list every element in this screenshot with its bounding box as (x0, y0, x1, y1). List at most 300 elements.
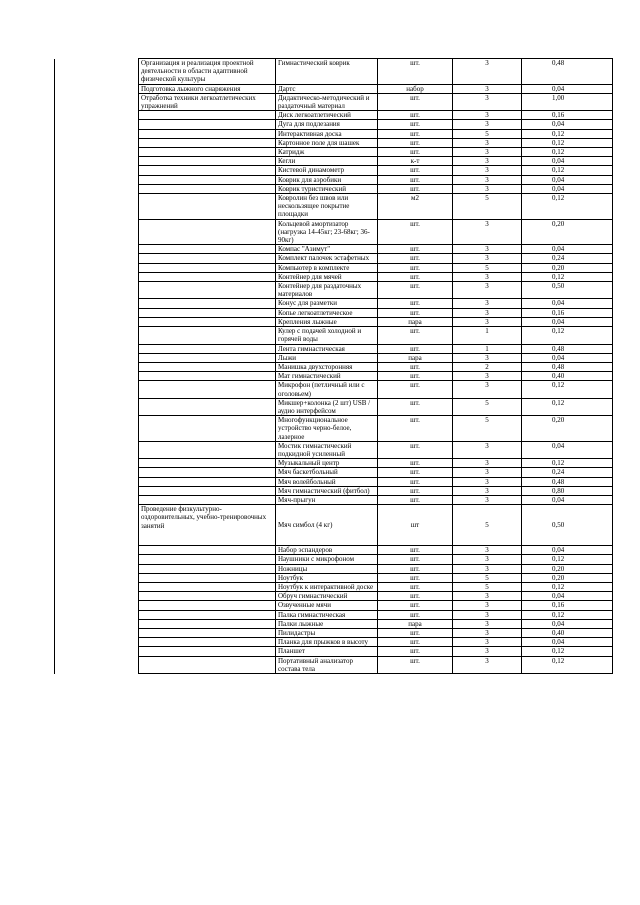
section-cell: Проведение физкультурно-оздоровительных, учебно-тренировочных занятий (139, 505, 276, 546)
count-cell: 3 (453, 495, 522, 504)
count-cell: 5 (453, 505, 522, 546)
count-cell: 3 (453, 138, 522, 147)
table-row (55, 601, 613, 610)
coefficient-cell: 0,04 (522, 245, 613, 254)
unit-cell: шт. (378, 308, 453, 317)
table-row (55, 138, 613, 147)
coefficient-cell: 0,12 (522, 398, 613, 415)
name-cell: Пилидастры (276, 628, 378, 637)
section-cell (139, 582, 276, 591)
coefficient-cell: 0,04 (522, 299, 613, 308)
coefficient-cell: 0,24 (522, 254, 613, 263)
coefficient-cell: 0,04 (522, 495, 613, 504)
count-cell: 3 (453, 120, 522, 129)
coefficient-cell: 1,00 (522, 93, 613, 110)
coefficient-cell: 0,12 (522, 148, 613, 157)
coefficient-cell: 0,48 (522, 344, 613, 353)
table-row (55, 299, 613, 308)
table-row (55, 495, 613, 504)
coefficient-cell: 0,16 (522, 308, 613, 317)
left-margin-cell (55, 59, 139, 85)
unit-cell: шт. (378, 344, 453, 353)
left-margin-cell (55, 459, 139, 468)
coefficient-cell: 0,04 (522, 184, 613, 193)
name-cell: Мяч гимнастический (фитбол) (276, 486, 378, 495)
name-cell: Озвученные мячи (276, 601, 378, 610)
name-cell: Контейнер для раздаточных материалов (276, 282, 378, 299)
left-margin-cell (55, 327, 139, 344)
count-cell: 3 (453, 166, 522, 175)
unit-cell: шт. (378, 582, 453, 591)
section-cell (139, 573, 276, 582)
table-row (55, 308, 613, 317)
section-cell (139, 601, 276, 610)
unit-cell: шт. (378, 477, 453, 486)
unit-cell: шт. (378, 601, 453, 610)
section-cell (139, 272, 276, 281)
unit-cell: шт. (378, 647, 453, 656)
section-cell (139, 564, 276, 573)
left-margin-cell (55, 245, 139, 254)
count-cell: 3 (453, 372, 522, 381)
table-row (55, 628, 613, 637)
name-cell: Наушники с микрофоном (276, 555, 378, 564)
left-margin-cell (55, 592, 139, 601)
section-cell (139, 647, 276, 656)
left-margin-cell (55, 184, 139, 193)
name-cell: Лента гимнастическая (276, 344, 378, 353)
coefficient-cell: 0,04 (522, 120, 613, 129)
section-cell: Организация и реализация проектной деятельности в области адаптивной физической культуры (139, 59, 276, 85)
table-row (55, 157, 613, 166)
count-cell: 3 (453, 601, 522, 610)
count-cell: 3 (453, 219, 522, 245)
table-row (55, 184, 613, 193)
unit-cell: шт. (378, 495, 453, 504)
coefficient-cell: 0,20 (522, 573, 613, 582)
unit-cell: шт. (378, 362, 453, 371)
coefficient-cell: 0,04 (522, 619, 613, 628)
name-cell: Кегли (276, 157, 378, 166)
table-row (55, 638, 613, 647)
name-cell: Компас "Азимут" (276, 245, 378, 254)
count-cell: 1 (453, 327, 522, 344)
coefficient-cell: 0,24 (522, 468, 613, 477)
section-cell (139, 555, 276, 564)
left-margin-cell (55, 477, 139, 486)
name-cell: Лыжи (276, 353, 378, 362)
table-row (55, 468, 613, 477)
section-cell (139, 166, 276, 175)
left-margin-cell (55, 317, 139, 326)
coefficient-cell: 0,12 (522, 610, 613, 619)
section-cell: Отработка техники легкоатлетических упражнений (139, 93, 276, 110)
name-cell: Набор эспандеров (276, 546, 378, 555)
coefficient-cell: 0,20 (522, 263, 613, 272)
name-cell: Ноутбук (276, 573, 378, 582)
count-cell: 3 (453, 647, 522, 656)
left-margin-cell (55, 656, 139, 673)
coefficient-cell: 0,48 (522, 477, 613, 486)
unit-cell: шт. (378, 59, 453, 85)
unit-cell: пара (378, 619, 453, 628)
unit-cell: шт. (378, 111, 453, 120)
table-row (55, 619, 613, 628)
coefficient-cell: 0,04 (522, 84, 613, 93)
coefficient-cell: 0,48 (522, 59, 613, 85)
name-cell: Мяч-прыгун (276, 495, 378, 504)
name-cell: Диск легкоатлетический (276, 111, 378, 120)
table-row (55, 486, 613, 495)
left-margin-cell (55, 263, 139, 272)
count-cell: 5 (453, 582, 522, 591)
name-cell: Ножницы (276, 564, 378, 573)
left-margin-cell (55, 619, 139, 628)
left-margin-cell (55, 546, 139, 555)
section-cell (139, 245, 276, 254)
name-cell: Манишка двухсторонняя (276, 362, 378, 371)
name-cell: Ковролин без швов или нескользящее покрытие площадки (276, 194, 378, 220)
coefficient-cell: 0,12 (522, 129, 613, 138)
unit-cell: шт. (378, 468, 453, 477)
name-cell: Мяч симбол (4 кг) (276, 505, 378, 546)
coefficient-cell: 0,04 (522, 592, 613, 601)
coefficient-cell: 0,12 (522, 327, 613, 344)
left-margin-cell (55, 157, 139, 166)
table-row (55, 546, 613, 555)
table-row (55, 656, 613, 673)
coefficient-cell: 0,04 (522, 157, 613, 166)
section-cell (139, 327, 276, 344)
left-margin-cell (55, 486, 139, 495)
coefficient-cell: 0,12 (522, 656, 613, 673)
count-cell: 3 (453, 308, 522, 317)
coefficient-cell: 0,12 (522, 555, 613, 564)
section-cell (139, 477, 276, 486)
unit-cell: м2 (378, 194, 453, 220)
coefficient-cell: 0,04 (522, 353, 613, 362)
section-cell (139, 656, 276, 673)
unit-cell: шт. (378, 546, 453, 555)
section-cell (139, 398, 276, 415)
table-row (55, 592, 613, 601)
unit-cell: шт. (378, 263, 453, 272)
count-cell: 3 (453, 317, 522, 326)
coefficient-cell: 0,12 (522, 459, 613, 468)
unit-cell: шт. (378, 628, 453, 637)
section-cell (139, 416, 276, 442)
unit-cell: шт. (378, 166, 453, 175)
left-margin-cell (55, 308, 139, 317)
name-cell: Конус для разметки (276, 299, 378, 308)
left-margin-cell (55, 582, 139, 591)
section-cell (139, 184, 276, 193)
unit-cell: пара (378, 353, 453, 362)
name-cell: Музыкальный центр (276, 459, 378, 468)
unit-cell: шт. (378, 148, 453, 157)
count-cell: 3 (453, 486, 522, 495)
unit-cell: шт. (378, 459, 453, 468)
count-cell: 3 (453, 175, 522, 184)
count-cell: 3 (453, 282, 522, 299)
left-margin-cell (55, 495, 139, 504)
left-margin-cell (55, 362, 139, 371)
name-cell: Мостик гимнастический подкидной усиленный (276, 441, 378, 458)
coefficient-cell: 0,12 (522, 194, 613, 220)
equipment-table (54, 58, 613, 674)
unit-cell: шт. (378, 441, 453, 458)
count-cell: 3 (453, 381, 522, 398)
section-cell (139, 546, 276, 555)
left-margin-cell (55, 166, 139, 175)
count-cell: 3 (453, 184, 522, 193)
left-margin-cell (55, 138, 139, 147)
unit-cell: шт. (378, 555, 453, 564)
table-row (55, 245, 613, 254)
table-row (55, 148, 613, 157)
name-cell: Планка для прыжков в высоту (276, 638, 378, 647)
unit-cell: шт. (378, 381, 453, 398)
section-cell (139, 263, 276, 272)
count-cell: 3 (453, 592, 522, 601)
name-cell: Катридж (276, 148, 378, 157)
name-cell: Коврик для аэробики (276, 175, 378, 184)
name-cell: Кулер с подачей холодной и горячей воды (276, 327, 378, 344)
left-margin-cell (55, 175, 139, 184)
left-margin-cell (55, 129, 139, 138)
name-cell: Картонное поле для шашек (276, 138, 378, 147)
count-cell: 5 (453, 398, 522, 415)
name-cell: Кольцевой амортизатор (нагрузка 14-45кг; 23-68кг; 36-90кг) (276, 219, 378, 245)
left-margin-cell (55, 282, 139, 299)
section-cell (139, 486, 276, 495)
section-cell (139, 138, 276, 147)
unit-cell: шт. (378, 272, 453, 281)
section-cell (139, 282, 276, 299)
coefficient-cell: 0,50 (522, 505, 613, 546)
left-margin-cell (55, 398, 139, 415)
name-cell: Палки лыжные (276, 619, 378, 628)
name-cell: Контейнер для мячей (276, 272, 378, 281)
table-row (55, 582, 613, 591)
section-cell (139, 344, 276, 353)
unit-cell: набор (378, 84, 453, 93)
count-cell: 1 (453, 344, 522, 353)
left-margin-cell (55, 647, 139, 656)
count-cell: 3 (453, 245, 522, 254)
section-cell (139, 495, 276, 504)
coefficient-cell: 0,16 (522, 601, 613, 610)
left-margin-cell (55, 564, 139, 573)
name-cell: Мат гимнастический (276, 372, 378, 381)
name-cell: Портативный анализатор состава тела (276, 656, 378, 673)
left-margin-cell (55, 441, 139, 458)
coefficient-cell: 0,12 (522, 381, 613, 398)
table-row (55, 416, 613, 442)
count-cell: 3 (453, 459, 522, 468)
count-cell: 5 (453, 129, 522, 138)
table-row (55, 263, 613, 272)
count-cell: 3 (453, 157, 522, 166)
count-cell: 3 (453, 656, 522, 673)
name-cell: Палка гимнастическая (276, 610, 378, 619)
unit-cell: шт. (378, 486, 453, 495)
table-row (55, 353, 613, 362)
table-row (55, 564, 613, 573)
table-row (55, 477, 613, 486)
name-cell: Обруч гимнастический (276, 592, 378, 601)
section-cell (139, 120, 276, 129)
unit-cell: шт. (378, 175, 453, 184)
left-margin-cell (55, 111, 139, 120)
unit-cell: шт. (378, 219, 453, 245)
unit-cell: шт. (378, 564, 453, 573)
name-cell: Микшер+колонка (2 шт) USB /аудио интерфейсом (276, 398, 378, 415)
section-cell (139, 308, 276, 317)
table-row (55, 129, 613, 138)
name-cell: Копье легкоатлетическое (276, 308, 378, 317)
name-cell: Компьютер в комплекте (276, 263, 378, 272)
table-row (55, 111, 613, 120)
coefficient-cell: 0,12 (522, 138, 613, 147)
name-cell: Ноутбук к интерактивной доске (276, 582, 378, 591)
unit-cell: шт. (378, 245, 453, 254)
count-cell: 3 (453, 59, 522, 85)
name-cell: Интерактивная доска (276, 129, 378, 138)
unit-cell: шт. (378, 372, 453, 381)
section-cell (139, 148, 276, 157)
table-row (55, 219, 613, 245)
table-row (55, 610, 613, 619)
left-margin-cell (55, 120, 139, 129)
unit-cell: шт. (378, 299, 453, 308)
left-margin-cell (55, 416, 139, 442)
unit-cell: шт. (378, 327, 453, 344)
table-row (55, 381, 613, 398)
table-row (55, 647, 613, 656)
left-margin-cell (55, 573, 139, 582)
unit-cell: шт. (378, 573, 453, 582)
coefficient-cell: 0,40 (522, 372, 613, 381)
table-row (55, 59, 613, 85)
count-cell: 5 (453, 263, 522, 272)
coefficient-cell: 0,20 (522, 564, 613, 573)
table-row (55, 254, 613, 263)
name-cell: Комплект палочек эстафетных (276, 254, 378, 263)
count-cell: 3 (453, 353, 522, 362)
left-margin-cell (55, 468, 139, 477)
table-row (55, 505, 613, 546)
name-cell: Крепления лыжные (276, 317, 378, 326)
count-cell: 5 (453, 573, 522, 582)
coefficient-cell: 0,12 (522, 166, 613, 175)
left-margin-cell (55, 601, 139, 610)
name-cell: Мяч волейбольный (276, 477, 378, 486)
coefficient-cell: 0,80 (522, 486, 613, 495)
left-margin-cell (55, 638, 139, 647)
table-row (55, 84, 613, 93)
coefficient-cell: 0,04 (522, 638, 613, 647)
section-cell (139, 638, 276, 647)
section-cell (139, 610, 276, 619)
table-row (55, 327, 613, 344)
section-cell (139, 175, 276, 184)
count-cell: 3 (453, 564, 522, 573)
count-cell: 3 (453, 272, 522, 281)
table-row (55, 120, 613, 129)
table-row (55, 441, 613, 458)
table-row (55, 282, 613, 299)
unit-cell: шт. (378, 416, 453, 442)
count-cell: 2 (453, 362, 522, 371)
left-margin-cell (55, 344, 139, 353)
unit-cell: шт. (378, 254, 453, 263)
name-cell: Коврик туристический (276, 184, 378, 193)
section-cell (139, 129, 276, 138)
count-cell: 3 (453, 93, 522, 110)
table-row (55, 398, 613, 415)
count-cell: 3 (453, 619, 522, 628)
left-margin-cell (55, 372, 139, 381)
section-cell (139, 381, 276, 398)
table-row (55, 194, 613, 220)
name-cell: Дуга для подлезания (276, 120, 378, 129)
left-margin-cell (55, 628, 139, 637)
count-cell: 3 (453, 148, 522, 157)
count-cell: 3 (453, 299, 522, 308)
section-cell (139, 459, 276, 468)
table-row (55, 317, 613, 326)
table-row (55, 555, 613, 564)
count-cell: 3 (453, 254, 522, 263)
section-cell (139, 372, 276, 381)
name-cell: Дартс (276, 84, 378, 93)
count-cell: 3 (453, 84, 522, 93)
section-cell (139, 628, 276, 637)
count-cell: 3 (453, 441, 522, 458)
left-margin-cell (55, 555, 139, 564)
count-cell: 5 (453, 194, 522, 220)
table-row (55, 272, 613, 281)
section-cell (139, 362, 276, 371)
table-row (55, 372, 613, 381)
coefficient-cell: 0,12 (522, 582, 613, 591)
unit-cell: шт. (378, 638, 453, 647)
left-margin-cell (55, 219, 139, 245)
coefficient-cell: 0,04 (522, 441, 613, 458)
count-cell: 3 (453, 555, 522, 564)
unit-cell: к-т (378, 157, 453, 166)
unit-cell: шт. (378, 129, 453, 138)
name-cell: Кистевой динамометр (276, 166, 378, 175)
unit-cell: шт. (378, 93, 453, 110)
equipment-table-body (55, 59, 613, 674)
name-cell: Планшет (276, 647, 378, 656)
section-cell (139, 299, 276, 308)
coefficient-cell: 0,50 (522, 282, 613, 299)
name-cell: Мяч баскетбольный (276, 468, 378, 477)
section-cell (139, 111, 276, 120)
left-margin-cell (55, 148, 139, 157)
unit-cell: пара (378, 317, 453, 326)
count-cell: 3 (453, 111, 522, 120)
table-row (55, 175, 613, 184)
table-row (55, 459, 613, 468)
coefficient-cell: 0,48 (522, 362, 613, 371)
left-margin-cell (55, 505, 139, 546)
name-cell: Микрофон (петличный или с оголовьем) (276, 381, 378, 398)
unit-cell: шт. (378, 398, 453, 415)
